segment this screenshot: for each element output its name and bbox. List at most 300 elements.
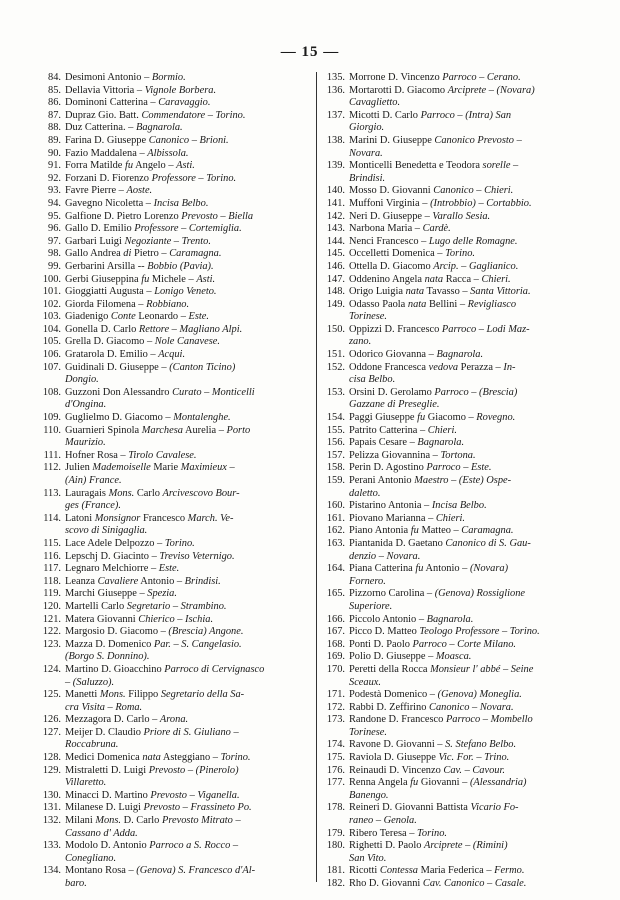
entry-text: Guidinali D. Giuseppe – (Canton Ticino) Dongio. — [65, 361, 236, 386]
list-item — [40, 148, 310, 161]
list-item — [324, 802, 594, 827]
entry-number: 180. — [326, 840, 345, 852]
list-item — [40, 198, 310, 211]
entry-text: Mortarotti D. Giacomo Arciprete – (Novara) Cavaglietto. — [349, 84, 535, 109]
list-item — [40, 173, 310, 186]
list-item — [324, 525, 594, 538]
list-item — [40, 802, 310, 815]
entry-number: 113. — [43, 487, 61, 499]
list-item — [40, 349, 310, 362]
entry-text: Garbari Luigi Negoziante – Trento. — [65, 235, 211, 247]
entry-text: Legnaro Melchiorre – Este. — [65, 563, 180, 575]
entry-number: 167. — [326, 626, 345, 638]
entry-number: 118. — [43, 575, 61, 587]
entry-text: Desimoni Antonio – Bormio. — [65, 72, 186, 83]
list-item — [40, 135, 310, 148]
entry-text: Righetti D. Paolo Arciprete – (Rimini) San Vito. — [349, 840, 508, 864]
list-item — [324, 865, 594, 878]
list-item — [40, 387, 310, 412]
entry-text: Piano Antonia fu Matteo – Caramagna. — [349, 525, 514, 537]
entry-number: 106. — [42, 349, 61, 361]
entry-text: Odorico Giovanna – Bagnarola. — [349, 349, 484, 361]
entry-number: 165. — [326, 588, 345, 600]
entry-number: 162. — [326, 525, 345, 537]
entry-number: 110. — [43, 424, 61, 436]
entry-text: Gioggiatti Augusta – Lonigo Veneto. — [65, 286, 217, 298]
entry-number: 164. — [326, 563, 345, 575]
entry-text: Dominoni Catterina – Caravaggio. — [65, 97, 211, 109]
entry-number: 173. — [326, 714, 345, 726]
entry-number: 114. — [43, 512, 61, 524]
list-item — [40, 122, 310, 135]
list-item — [324, 110, 594, 135]
list-item — [324, 299, 594, 324]
entry-text: Papais Cesare – Bagnarola. — [349, 437, 465, 449]
entry-number: 136. — [326, 84, 345, 96]
list-item — [324, 513, 594, 526]
entry-number: 151. — [326, 349, 345, 361]
entry-text: Occelletti Domenica – Torino. — [349, 248, 476, 260]
list-item — [324, 286, 594, 299]
entry-text: Reinaudi D. Vincenzo Cav. – Cavour. — [349, 764, 505, 776]
entry-text: Giadenigo Conte Leonardo – Este. — [65, 311, 210, 323]
list-item — [40, 614, 310, 627]
entry-text: Rabbi D. Zeffirino Canonico – Novara. — [349, 701, 514, 713]
entry-text: Polio D. Giuseppe – Moasca. — [349, 651, 472, 663]
list-item — [40, 336, 310, 349]
list-item — [324, 538, 594, 563]
entry-number: 128. — [42, 752, 61, 764]
entry-number: 174. — [326, 739, 345, 751]
entry-text: Leanza Cavaliere Antonio – Brindisi. — [65, 575, 221, 587]
list-item — [40, 752, 310, 765]
entry-number: 131. — [42, 802, 61, 814]
list-item — [324, 840, 594, 865]
entry-number: 169. — [326, 651, 345, 663]
entry-number: 150. — [326, 323, 345, 335]
entry-number: 95. — [48, 210, 61, 222]
entry-number: 179. — [326, 827, 345, 839]
list-item — [324, 185, 594, 198]
list-item — [40, 462, 310, 487]
entry-text: Hofner Rosa – Tirolo Cavalese. — [65, 449, 197, 461]
list-item — [40, 840, 310, 865]
entry-text: Rho D. Giovanni Cav. Canonico – Casale. — [349, 878, 527, 889]
list-item — [324, 500, 594, 513]
list-item — [40, 274, 310, 287]
list-item — [40, 185, 310, 198]
entry-text: Gratarola D. Emilio – Acqui. — [65, 349, 186, 361]
entry-number: 161. — [326, 512, 345, 524]
entry-number: 97. — [48, 235, 61, 247]
list-item — [40, 223, 310, 236]
entry-number: 170. — [326, 663, 345, 675]
entry-text: Marchi Giuseppe – Spezia. — [65, 588, 177, 600]
entry-number: 112. — [43, 462, 61, 474]
entry-text: Oddone Francesca vedova Perazza – In- cisa Belbo. — [349, 361, 516, 386]
entry-number: 94. — [48, 197, 61, 209]
entry-number: 159. — [326, 475, 345, 486]
entry-number: 135. — [326, 72, 345, 83]
list-item — [324, 714, 594, 739]
list-item — [40, 248, 310, 261]
entry-number: 115. — [43, 537, 61, 549]
entry-text: Margosio D. Giacomo – (Brescia) Angone. — [65, 626, 244, 638]
entry-text: Duz Catterina. – Bagnarola. — [65, 122, 183, 134]
entry-number: 122. — [42, 626, 61, 638]
entry-number: 155. — [326, 424, 345, 436]
list-item — [324, 739, 594, 752]
entry-number: 160. — [326, 500, 345, 512]
entry-number: 88. — [48, 122, 61, 134]
entry-text: Guglielmo D. Giacomo – Montalenghe. — [65, 412, 231, 424]
entry-text: Forzani D. Fiorenzo Professore – Torino. — [65, 172, 237, 184]
entry-number: 107. — [42, 361, 61, 373]
entry-text: Marini D. Giuseppe Canonico Prevosto – Novara. — [349, 134, 522, 159]
left-column — [40, 72, 317, 889]
entry-number: 147. — [326, 273, 345, 285]
list-item — [40, 160, 310, 173]
entry-number: 125. — [42, 689, 61, 701]
list-item — [40, 538, 310, 551]
list-item — [40, 765, 310, 790]
list-item — [40, 727, 310, 752]
entry-text: Gallo D. Emilio Professore – Cortemiglia. — [65, 223, 242, 235]
entry-number: 139. — [326, 160, 345, 172]
entry-text: Piccolo Antonio – Bagnarola. — [349, 613, 474, 625]
entry-text: Pelizza Giovannina – Tortona. — [349, 449, 476, 461]
entry-text: Matera Giovanni Chierico – Ischia. — [65, 613, 214, 625]
entry-number: 146. — [326, 260, 345, 272]
list-item — [40, 488, 310, 513]
entry-text: Peretti della Rocca Monsieur l' abbé – Seine Sceaux. — [349, 663, 534, 688]
entry-number: 153. — [326, 386, 345, 398]
entry-number: 141. — [326, 197, 345, 209]
list-item — [324, 349, 594, 362]
entry-number: 145. — [326, 248, 345, 260]
entry-number: 143. — [326, 223, 345, 235]
entry-text: Giorda Filomena – Robbiano. — [65, 298, 190, 310]
list-item — [40, 211, 310, 224]
entry-number: 119. — [43, 588, 61, 600]
list-item — [324, 387, 594, 412]
entry-text: Piantanida D. Gaetano Canonico di S. Gau- denzio – Novara. — [349, 537, 531, 562]
entry-number: 96. — [48, 223, 61, 235]
list-columns — [40, 72, 596, 889]
entry-text: Manetti Mons. Filippo Segretario della Sa- cra Visita – Roma. — [65, 689, 245, 713]
list-item — [40, 261, 310, 274]
list-item — [40, 815, 310, 840]
list-item — [324, 475, 594, 500]
entry-number: 105. — [42, 336, 61, 348]
entry-number: 116. — [43, 550, 61, 562]
list-item — [40, 551, 310, 564]
entry-number: 121. — [42, 613, 61, 625]
entry-number: 181. — [326, 865, 345, 877]
list-item — [40, 639, 310, 664]
entry-text: Lepschj D. Giacinto – Treviso Veternigo. — [65, 550, 235, 562]
list-item — [324, 160, 594, 185]
list-item — [40, 689, 310, 714]
entry-number: 171. — [326, 689, 345, 701]
entry-text: Ricotti Contessa Maria Federica – Fermo. — [349, 865, 525, 877]
list-item — [40, 362, 310, 387]
entry-number: 87. — [48, 109, 61, 121]
list-item — [40, 563, 310, 576]
list-item — [324, 614, 594, 627]
entry-text: Origo Luigia nata Tavasso – Santa Vittoria. — [349, 286, 531, 298]
entry-number: 142. — [326, 210, 345, 222]
entry-text: Latoni Monsignor Francesco March. Ve- scovo di Sinigaglia. — [65, 512, 234, 537]
list-item — [324, 651, 594, 664]
entry-text: Morrone D. Vincenzo Parroco – Cerano. — [349, 72, 521, 83]
entry-number: 168. — [326, 638, 345, 650]
list-item — [40, 85, 310, 98]
entry-text: Martelli Carlo Segretario – Strambino. — [65, 600, 227, 612]
entry-number: 92. — [48, 172, 61, 184]
entry-number: 109. — [42, 412, 61, 424]
list-item — [40, 626, 310, 639]
entry-text: Guarnieri Spinola Marchesa Aurelia – Porto Maurizio. — [65, 424, 251, 449]
list-item — [324, 702, 594, 715]
list-item — [324, 828, 594, 841]
list-item — [40, 714, 310, 727]
list-item — [324, 588, 594, 613]
entry-text: Oddenino Angela nata Racca – Chieri. — [349, 273, 511, 285]
entry-number: 176. — [326, 764, 345, 776]
entry-text: Perin D. Agostino Parroco – Este. — [349, 462, 492, 474]
entry-number: 175. — [326, 752, 345, 764]
entry-number: 163. — [326, 537, 345, 549]
list-item — [40, 865, 310, 890]
entry-text: Gerbi Giuseppina fu Michele – Asti. — [65, 273, 216, 285]
entry-number: 172. — [326, 701, 345, 713]
entry-text: Narbona Maria – Cardè. — [349, 223, 451, 235]
entry-text: Gallo Andrea di Pietro – Caramagna. — [65, 248, 222, 260]
entry-text: Martino D. Gioacchino Parroco di Cervignasco – (Saluzzo). — [65, 663, 265, 688]
list-item — [324, 261, 594, 274]
entry-number: 178. — [326, 802, 345, 814]
entry-number: 157. — [326, 449, 345, 461]
list-item — [324, 274, 594, 287]
entry-text: Mosso D. Giovanni Canonico – Chieri. — [349, 185, 514, 197]
entry-number: 158. — [326, 462, 345, 474]
list-item — [40, 601, 310, 614]
entry-number: 103. — [42, 311, 61, 323]
list-item — [40, 299, 310, 312]
list-item — [40, 72, 310, 85]
entry-text: Ponti D. Paolo Parroco – Corte Milano. — [349, 638, 517, 650]
entry-text: Raviola D. Giuseppe Vic. For. – Trino. — [349, 752, 510, 764]
list-item — [324, 85, 594, 110]
entry-text: Picco D. Matteo Teologo Professore – Torino. — [349, 626, 540, 638]
entry-text: Perani Antonio Maestro – (Este) Ospe- daletto. — [349, 475, 512, 499]
entry-text: Oppizzi D. Francesco Parroco – Lodi Maz- zano. — [349, 323, 530, 348]
entry-text: Farina D. Giuseppe Canonico – Brioni. — [65, 134, 229, 146]
right-column — [317, 72, 594, 889]
entry-number: 177. — [326, 777, 345, 789]
list-item — [324, 324, 594, 349]
entry-text: Mazza D. Domenico Par. – S. Cangelasio. (Borgo S. Donnino). — [65, 638, 242, 663]
entry-text: Muffoni Virginia – (Introbbio) – Cortabbio. — [349, 197, 532, 209]
entry-text: Neri D. Giuseppe – Varallo Sesia. — [349, 210, 491, 222]
entry-number: 120. — [42, 600, 61, 612]
entry-text: Modolo D. Antonio Parroco a S. Rocco – Conegliano. — [65, 840, 239, 864]
entry-text: Guzzoni Don Alessandro Curato – Monticelli d'Ongina. — [65, 386, 255, 411]
list-item — [324, 198, 594, 211]
entry-text: Lauragais Mons. Carlo Arcivescovo Bour- ges (France). — [65, 487, 240, 512]
list-item — [324, 236, 594, 249]
entry-text: Reineri D. Giovanni Battista Vicario Fo- raneo – Genola. — [349, 802, 519, 827]
entry-number: 86. — [48, 97, 61, 109]
entry-number: 156. — [326, 437, 345, 449]
list-item — [324, 878, 594, 891]
entry-number: 137. — [326, 109, 345, 121]
list-item — [324, 437, 594, 450]
entry-number: 100. — [42, 273, 61, 285]
list-item — [324, 223, 594, 236]
list-item — [40, 236, 310, 249]
entry-number: 124. — [42, 663, 61, 675]
list-item — [324, 462, 594, 475]
entry-text: Meijer D. Claudio Priore di S. Giuliano – Roccabruna. — [65, 726, 239, 751]
list-item — [324, 412, 594, 425]
entry-number: 140. — [326, 185, 345, 197]
entry-number: 129. — [42, 764, 61, 776]
entry-text: Lace Adele Delpozzo – Torino. — [65, 537, 195, 549]
entry-text: Pistarino Antonia – Incisa Belbo. — [349, 500, 487, 512]
list-item — [40, 311, 310, 324]
list-item — [40, 790, 310, 803]
entry-number: 130. — [42, 789, 61, 801]
entry-number: 166. — [326, 613, 345, 625]
list-item — [324, 362, 594, 387]
list-item — [324, 425, 594, 438]
entry-text: Patrito Catterina – Chieri. — [349, 424, 457, 436]
entry-number: 111. — [43, 449, 61, 461]
entry-text: Montano Rosa – (Genova) S. Francesco d'Al- baro. — [65, 865, 256, 889]
entry-number: 108. — [42, 386, 61, 398]
entry-number: 99. — [48, 260, 61, 272]
entry-number: 152. — [326, 361, 345, 373]
entry-number: 149. — [326, 298, 345, 310]
entry-number: 126. — [42, 714, 61, 726]
list-item — [324, 752, 594, 765]
entry-number: 132. — [42, 815, 61, 827]
list-item — [324, 765, 594, 778]
entry-number: 85. — [48, 84, 61, 96]
entry-text: Julien Mademoiselle Marie Maximieux – (Ain) France. — [65, 462, 235, 486]
list-item — [40, 450, 310, 463]
entry-text: Nenci Francesco – Lugo delle Romagne. — [349, 235, 518, 247]
entry-text: Ottella D. Giacomo Arcip. – Gaglianico. — [349, 260, 519, 272]
entry-text: Odasso Paola nata Bellini – Revigliasco Torinese. — [349, 298, 517, 323]
entry-text: Renna Angela fu Giovanni – (Alessandria) Banengo. — [349, 777, 527, 801]
entry-text: Piana Catterina fu Antonio – (Novara) Fornero. — [349, 563, 509, 587]
list-item — [324, 135, 594, 160]
entry-text: Gerbarini Arsilla -- Bobbio (Pavia). — [65, 260, 214, 272]
list-item — [40, 110, 310, 123]
entry-text: Gavegno Nicoletta – Incisa Belbo. — [65, 197, 209, 209]
entry-number: 93. — [48, 185, 61, 197]
entry-text: Dupraz Gio. Batt. Commendatore – Torino. — [65, 109, 246, 121]
list-item — [40, 286, 310, 299]
list-item — [324, 248, 594, 261]
entry-number: 138. — [326, 134, 345, 146]
entry-number: 89. — [48, 134, 61, 146]
list-item — [324, 639, 594, 652]
entry-text: Milani Mons. D. Carlo Prevosto Mitrato – Cassano d' Adda. — [65, 815, 241, 839]
list-item — [40, 588, 310, 601]
list-item — [324, 777, 594, 802]
entry-text: Paggi Giuseppe fu Giacomo – Rovegno. — [349, 412, 516, 424]
entry-text: Gonella D. Carlo Rettore – Magliano Alpi. — [65, 323, 243, 335]
entry-number: 102. — [42, 298, 61, 310]
entry-number: 134. — [42, 865, 61, 877]
list-item — [40, 97, 310, 110]
list-item — [324, 563, 594, 588]
entry-number: 182. — [326, 878, 345, 889]
list-item — [40, 576, 310, 589]
entry-text: Medici Domenica nata Asteggiano – Torino. — [65, 752, 251, 764]
entry-text: Ravone D. Giovanni – S. Stefano Belbo. — [349, 739, 517, 751]
entry-number: 91. — [48, 160, 61, 172]
entry-text: Milanese D. Luigi Prevosto – Frassineto Po. — [65, 802, 252, 814]
entry-text: Dellavia Vittoria – Vignole Borbera. — [65, 84, 217, 96]
entry-text: Grella D. Giacomo – Nole Canavese. — [65, 336, 220, 348]
entry-text: Randone D. Francesco Parroco – Mombello Torinese. — [349, 714, 533, 738]
entry-text: Orsini D. Gerolamo Parroco – (Brescia) Gazzane di Preseglie. — [349, 386, 518, 411]
entry-number: 84. — [48, 72, 61, 83]
entry-number: 123. — [42, 638, 61, 650]
entry-text: Ribero Teresa – Torino. — [349, 827, 447, 839]
entry-text: Mistraletti D. Luigi Prevosto – (Pinerolo) Villaretto. — [65, 764, 239, 789]
list-item — [324, 689, 594, 702]
entry-text: Minacci D. Martino Prevosto – Viganella. — [65, 789, 240, 801]
list-item — [40, 324, 310, 337]
entry-number: 104. — [42, 323, 61, 335]
list-item — [40, 412, 310, 425]
list-item — [324, 72, 594, 85]
list-item — [324, 450, 594, 463]
entry-number: 90. — [48, 147, 61, 159]
entry-text: Fazio Maddalena – Albissola. — [65, 147, 189, 159]
entry-number: 98. — [48, 248, 61, 260]
entry-text: Piovano Marianna – Chieri. — [349, 512, 466, 524]
entry-text: Forra Matilde fu Angelo – Asti. — [65, 160, 195, 172]
entry-text: Micotti D. Carlo Parroco – (Intra) San Giorgio. — [349, 109, 512, 134]
entry-number: 101. — [42, 286, 61, 298]
entry-number: 117. — [43, 563, 61, 575]
entry-text: Pizzorno Carolina – (Genova) Rossiglione Superiore. — [349, 588, 526, 612]
entry-number: 154. — [326, 412, 345, 424]
list-item — [324, 626, 594, 639]
entry-number: 144. — [326, 235, 345, 247]
list-item — [40, 513, 310, 538]
entry-text: Mezzagora D. Carlo – Arona. — [65, 714, 189, 726]
entry-text: Galfione D. Pietro Lorenzo Prevosto – Biella — [65, 210, 254, 222]
entry-number: 148. — [326, 286, 345, 298]
entry-text: Podestà Domenico – (Genova) Moneglia. — [349, 689, 522, 701]
page-number: — 15 — — [280, 44, 340, 60]
list-item — [40, 425, 310, 450]
entry-text: Monticelli Benedetta e Teodora sorelle – Brindisi. — [349, 160, 519, 184]
entry-number: 127. — [42, 726, 61, 738]
list-item — [324, 664, 594, 689]
entry-text: Favre Pierre – Aoste. — [65, 185, 153, 197]
list-item — [324, 211, 594, 224]
entry-number: 133. — [42, 840, 61, 852]
